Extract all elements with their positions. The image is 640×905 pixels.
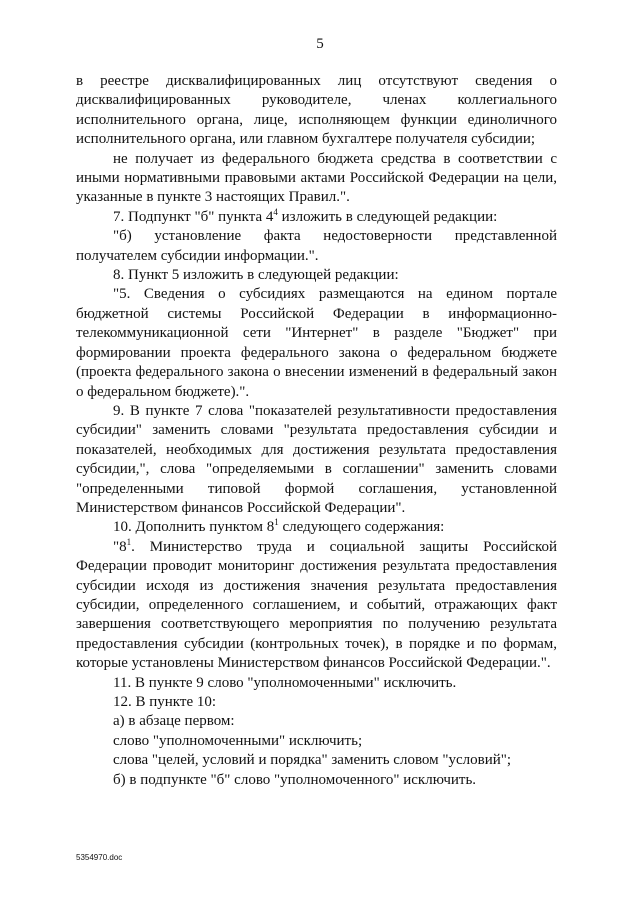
paragraph-subitem-a: а) в абзаце первом: [113,713,235,730]
paragraph-item-7-tail: изложить в следующей редакции: [277,208,498,225]
paragraph-item-9: 9. В пункте 7 слова "показателей результативности предоставления субсидии" заменить словами "результата предоставления субсидии и показателей, необходимых для достижения результата предоставления субсидии,", слова "определяемыми в соглашении" заменить словами "определенными типовой формой соглашения, установленной Министерством финансов Российской Федерации". [76,402,557,516]
paragraph-item-10-text: 10. Дополнить пунктом 8 [113,519,275,536]
paragraph-item-10 [76,518,557,537]
paragraph-clause-5: "5. Сведения о субсидиях размещаются на едином портале бюджетной системы Российской Федерации в информационно-телекоммуникационной сети "Интернет" в разделе "Бюджет" при формировании проекта федерального закона о федеральном бюджете (проекта федерального закона о внесении изменений в федеральный закон о федеральном бюджете).". [76,286,557,400]
paragraph-word-removal: слово "уполномоченными" исключить; [113,732,363,749]
superscript-4: 4 [273,206,278,217]
paragraph-subitem-b-removal: б) в подпункте "б" слово "уполномоченного" исключить. [113,771,477,788]
paragraph-budget-funds: не получает из федерального бюджета средства в соответствии с иными нормативными правовыми актами Российской Федерации на цели, указанные в пункте 3 настоящих Правил.". [76,150,557,206]
paragraph-subitem-b: "б) установление факта недостоверности представленной получателем субсидии информации.". [76,228,557,264]
paragraph-registry: в реестре дисквалифицированных лиц отсутствуют сведения о дисквалифицированных руководителе, членах коллегиального исполнительного органа, лице, исполняющем функции единоличного исполнительного органа, или главном бухгалтере получателя субсидии; [76,73,557,148]
paragraph-item-11: 11. В пункте 9 слово "уполномоченными" исключить. [113,674,457,691]
page-number: 5 [316,36,324,52]
paragraph-item-7 [76,208,557,227]
paragraph-word-replacement: слова "целей, условий и порядка" заменить словом "условий"; [113,752,512,769]
paragraph-clause-8-1 [76,538,557,674]
superscript-1: 1 [126,536,132,547]
document-body [76,72,557,790]
paragraph-clause-8-1-text: . Министерство труда и социальной защиты Российской Федерации проводит мониторинг достижения результата предоставления субсидии исходя из достижения значения результата предоставления субсидии, определенного соглашением, и событий, отражающих факт завершения соответствующего мероприятия по получению результата предоставления субсидии (контрольных точек), в порядке и по формам, которые установлены Министерством финансов Российской Федерации.". [76,538,557,672]
document-filename: 5354970.doc [76,853,123,862]
paragraph-item-12: 12. В пункте 10: [113,694,217,710]
superscript-1: 1 [274,517,279,528]
paragraph-clause-8-1-lead: "8 [113,538,127,555]
paragraph-item-7-text: 7. Подпункт "б" пункта 4 [113,208,274,225]
paragraph-item-10-tail: следующего содержания: [278,519,445,536]
paragraph-item-8: 8. Пункт 5 изложить в следующей редакции: [113,267,399,284]
